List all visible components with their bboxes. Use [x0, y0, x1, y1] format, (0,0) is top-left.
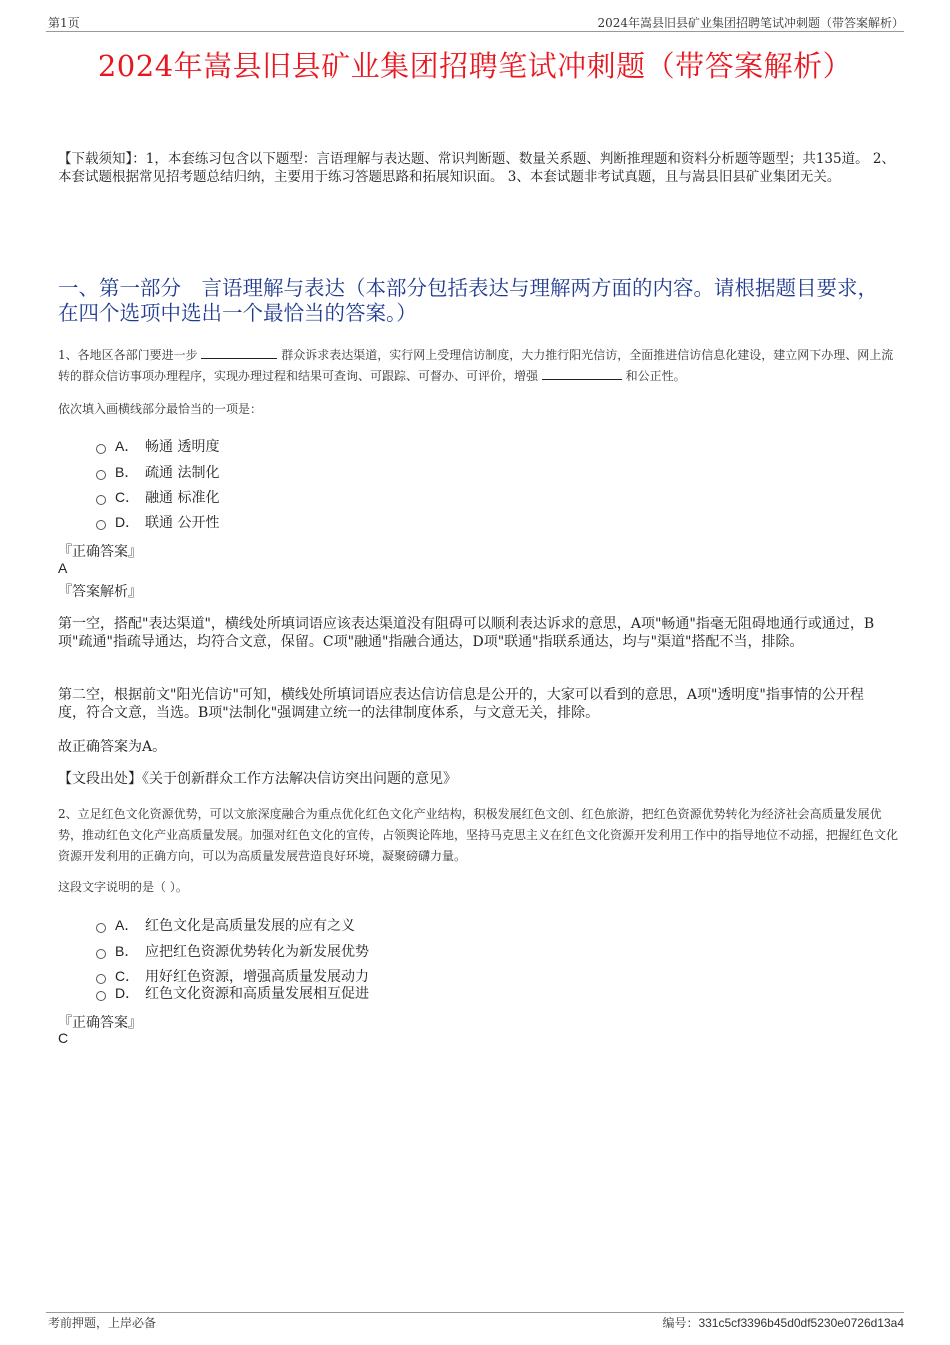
- option-letter: B．: [115, 464, 139, 480]
- option-text: 红色文化资源和高质量发展相互促进: [145, 986, 369, 1002]
- q2-option-b[interactable]: [96, 941, 369, 961]
- section-heading: 一、第一部分 言语理解与表达（本部分包括表达与理解两方面的内容。请根据题目要求，在四个选项中选出一个最恰当的答案。）: [58, 276, 878, 325]
- fill-blank-1: [201, 345, 277, 359]
- q1-answer-label: 『正确答案』: [58, 544, 142, 560]
- option-text: 联通 公开性: [145, 515, 220, 531]
- q1-analysis-paragraph-2: 第二空，根据前文"阳光信访"可知，横线处所填词语应表达信访信息是公开的，大家可以看到的意思，A项"透明度"指事情的公开程度，符合文意，当选。B项"法制化"强调建立统一的法律制度体系，与文意无关，排除。: [58, 687, 864, 721]
- option-letter: B．: [115, 943, 139, 959]
- question-2-text: 2、立足红色文化资源优势，可以文旅深度融合为重点优化红色文化产业结构，积极发展红色文创、红色旅游，把红色资源优势转化为经济社会高质量发展优势，推动红色文化产业高质量发展。加强对红色文化的宣传，占领舆论阵地，坚持马克思主义在红色文化资源开发利用工作中的指导地位不动摇，把握红色文化资源开发利用的正确方向，可以为高质量发展营造良好环境，凝聚磅礴力量。: [58, 807, 899, 863]
- page-title: 2024年嵩县旧县矿业集团招聘笔试冲刺题（带答案解析）: [97, 49, 853, 83]
- q1-answer: A: [58, 560, 68, 576]
- header-page-label: 第1页: [48, 16, 80, 30]
- radio-icon[interactable]: [96, 520, 106, 530]
- option-text: 用好红色资源，增强高质量发展动力: [145, 969, 369, 985]
- question-1-text: [58, 345, 898, 387]
- option-text: 融通 标准化: [145, 490, 220, 506]
- question-1-prompt: 依次填入画横线部分最恰当的一项是：: [58, 402, 263, 416]
- option-letter: D．: [115, 514, 140, 530]
- q1-source: 【文段出处】《关于创新群众工作方法解决信访突出问题的意见》: [58, 771, 457, 787]
- q1-conclusion: 故正确答案为A。: [58, 739, 167, 755]
- footer-divider: [46, 1312, 904, 1313]
- question-1-text-part3: 和公正性。: [625, 369, 686, 383]
- radio-icon[interactable]: [96, 949, 106, 959]
- q1-option-d[interactable]: [96, 512, 219, 532]
- footer-code-label: 编号：: [662, 1316, 699, 1330]
- option-letter: A．: [115, 438, 139, 454]
- header-doc-title: 2024年嵩县旧县矿业集团招聘笔试冲刺题（带答案解析）: [597, 16, 904, 30]
- option-text: 应把红色资源优势转化为新发展优势: [145, 944, 369, 960]
- footer-slogan: 考前押题，上岸必备: [48, 1316, 157, 1330]
- q2-answer: C: [58, 1030, 69, 1046]
- radio-icon[interactable]: [96, 470, 106, 480]
- q1-option-c[interactable]: [96, 487, 219, 507]
- option-letter: A．: [115, 917, 139, 933]
- footer-code: [662, 1314, 904, 1331]
- q1-option-a[interactable]: [96, 436, 219, 456]
- question-1-text-part1: 1、各地区各部门要进一步: [58, 348, 198, 362]
- footer-code-value: 331c5cf3396b45d0df5230e0726d13a4: [698, 1316, 904, 1330]
- option-letter: C．: [115, 968, 140, 984]
- option-text: 畅通 透明度: [145, 439, 220, 455]
- q2-answer-label: 『正确答案』: [58, 1015, 142, 1031]
- radio-icon[interactable]: [96, 495, 106, 505]
- radio-icon[interactable]: [96, 923, 106, 933]
- q1-analysis-paragraph-1: 第一空，搭配"表达渠道"，横线处所填词语应该表达渠道没有阻碍可以顺利表达诉求的意思，A项"畅通"指毫无阻碍地通行或通过，B项"疏通"指疏导通达，均符合文意，保留。C项"融通"指融合通达，D项"联通"指联系通达，均与"渠道"搭配不当，排除。: [58, 616, 875, 650]
- fill-blank-2: [542, 366, 622, 380]
- option-text: 疏通 法制化: [145, 465, 220, 481]
- header-divider: [46, 31, 904, 32]
- question-2-prompt: 这段文字说明的是（ ）。: [58, 880, 188, 894]
- radio-icon[interactable]: [96, 991, 106, 1001]
- radio-icon[interactable]: [96, 444, 106, 454]
- q1-analysis-label: 『答案解析』: [58, 584, 142, 600]
- option-letter: D．: [115, 985, 140, 1001]
- q1-option-b[interactable]: [96, 462, 219, 482]
- q2-option-a[interactable]: [96, 915, 355, 935]
- option-text: 红色文化是高质量发展的应有之义: [145, 918, 355, 934]
- question-1-text-part2: 群众诉求表达渠道，实行网上受理信访制度，大力推行阳光信访，全面推进信访信息化建设，建立网下办理、网上流转的群众信访事项办理程序，实现办理过程和结果可查询、可跟踪、可督办、可评价，增强: [58, 348, 894, 383]
- option-letter: C．: [115, 489, 140, 505]
- q2-option-d[interactable]: [96, 983, 369, 1003]
- download-notice: 【下载须知】：1，本套练习包含以下题型：言语理解与表达题、常识判断题、数量关系题、判断推理题和资料分析题等题型；共135道。 2、本套试题根据常见招考题总结归纳，主要用于练习答题思路和拓展知识面。 3、本套试题非考试真题，且与嵩县旧县矿业集团无关。: [58, 151, 895, 185]
